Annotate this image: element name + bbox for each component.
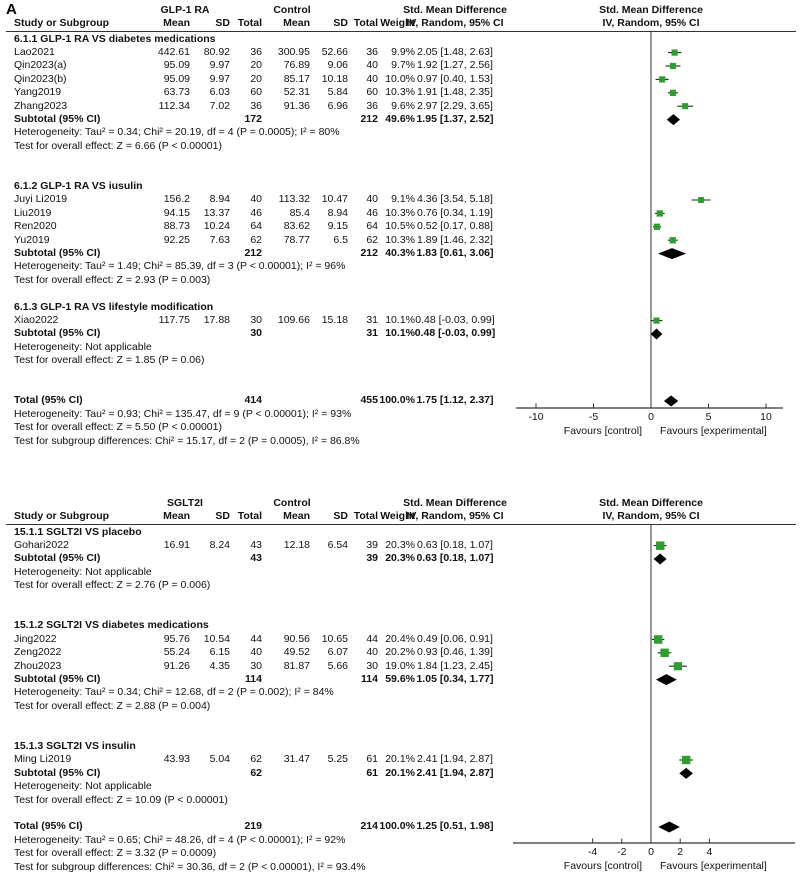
col-n1: 36 (250, 45, 262, 58)
col-n1: 43 (250, 552, 262, 565)
stats-text: Heterogeneity: Tau² = 1.49; Chi² = 85.39, df = 3 (P < 0.00001); I² = 96% (14, 260, 346, 273)
col-sd1: 7.63 (209, 233, 230, 246)
col-n1: 43 (250, 538, 262, 551)
col-n2: Total (353, 510, 378, 523)
favours-control-label: Favours [control] (563, 860, 642, 872)
study-name: Jing2022 (14, 632, 57, 645)
col-mean2: 76.89 (283, 59, 310, 72)
total-row (0, 394, 800, 407)
col-weight: 49.6% (385, 112, 415, 125)
stats-text: Heterogeneity: Not applicable (14, 780, 152, 793)
subtotal-row (0, 113, 800, 126)
subtotal-row (0, 327, 800, 340)
ci-text: 2.05 [1.48, 2.63] (417, 45, 493, 58)
col-weight: 10.3% (385, 206, 415, 219)
col-n2: 46 (366, 206, 378, 219)
section-title: 6.1.1 GLP-1 RA VS diabetes medications (14, 32, 216, 45)
col-n1: 212 (244, 246, 262, 259)
col-mean1: 63.73 (163, 86, 190, 99)
stats-text-row (0, 700, 800, 713)
study-name: Lao2021 (14, 45, 55, 58)
plot-ci-header: IV, Random, 95% CI (602, 510, 700, 523)
study-row (0, 753, 800, 766)
study-name: Zhang2023 (14, 99, 68, 112)
col-weight: 100.0% (379, 820, 415, 833)
col-n2: 40 (366, 59, 378, 72)
ci-text: 1.25 [0.51, 1.98] (416, 820, 494, 833)
study-name: Yu2019 (14, 233, 50, 246)
col-weight: 20.3% (385, 538, 415, 551)
col-sd1: 6.03 (209, 86, 230, 99)
stats-text-row (0, 686, 800, 699)
col-n1: 414 (244, 394, 262, 407)
col-weight: 20.1% (385, 753, 415, 766)
study-row (0, 220, 800, 233)
axis-tick-label: -4 (587, 846, 598, 858)
axis-tick-label: -2 (617, 846, 627, 858)
col-sd1: 4.35 (209, 659, 230, 672)
study-row (0, 207, 800, 220)
stats-text-row (0, 579, 800, 592)
study-row (0, 100, 800, 113)
col-mean1: 43.93 (163, 753, 190, 766)
col-sd2: 6.54 (327, 538, 348, 551)
study-row (0, 314, 800, 327)
effect-header: Std. Mean Difference (403, 4, 507, 16)
section-title: 6.1.2 GLP-1 RA VS iusulin (14, 179, 143, 192)
col-weight: 10.0% (385, 72, 415, 85)
total-label: Total (95% CI) (14, 820, 83, 833)
col-mean1: Mean (163, 510, 190, 523)
subtotal-row (0, 552, 800, 565)
col-n1: 40 (250, 193, 262, 206)
stats-text: Heterogeneity: Tau² = 0.65; Chi² = 48.26, df = 4 (P < 0.00001); I² = 92% (14, 833, 346, 846)
col-n1: 30 (250, 313, 262, 326)
col-sd2: SD (333, 17, 348, 30)
favours-control-label: Favours [control] (563, 425, 642, 437)
study-name: Zhou2023 (14, 659, 62, 672)
col-mean1: 95.09 (163, 72, 190, 85)
stats-text-row (0, 847, 800, 860)
col-n2: 44 (366, 632, 378, 645)
study-name: Liu2019 (14, 206, 52, 219)
col-mean2: 78.77 (283, 233, 310, 246)
ci-text: 0.93 [0.46, 1.39] (417, 646, 493, 659)
col-sd2: 10.47 (321, 193, 348, 206)
col-n2: 62 (366, 233, 378, 246)
ci-text: 1.75 [1.12, 2.37] (416, 394, 494, 407)
col-mean2: Mean (283, 510, 310, 523)
study-row (0, 193, 800, 206)
stats-text-row (0, 260, 800, 273)
axis-tick-label: 0 (648, 846, 654, 858)
col-weight: 19.0% (385, 659, 415, 672)
ci-text: 2.41 [1.94, 2.87] (416, 766, 494, 779)
col-n1: 64 (250, 220, 262, 233)
col-mean2: 90.56 (283, 632, 310, 645)
axis-tick-label: 10 (760, 411, 772, 423)
col-weight: 10.3% (385, 233, 415, 246)
col-n2: 31 (366, 327, 378, 340)
col-sd1: 10.54 (203, 632, 230, 645)
study-name: Ren2020 (14, 220, 57, 233)
col-mean1: 91.26 (163, 659, 190, 672)
ci-text: 0.97 [0.40, 1.53] (417, 72, 493, 85)
stats-text: Heterogeneity: Tau² = 0.93; Chi² = 135.47, df = 9 (P < 0.00001); I² = 93% (14, 407, 352, 420)
section-title: 15.1.2 SGLT2I VS diabetes medications (14, 619, 209, 632)
col-n1: 46 (250, 206, 262, 219)
col-mean1: 117.75 (158, 313, 190, 326)
col-n1: 30 (250, 327, 262, 340)
col-n2: 61 (366, 766, 378, 779)
ci-text: 0.63 [0.18, 1.07] (416, 552, 494, 565)
col-n1: 62 (250, 766, 262, 779)
col-weight: 59.6% (385, 672, 415, 685)
col-n2: 212 (360, 246, 378, 259)
col-mean1: 55.24 (163, 646, 190, 659)
subtotal-label: Subtotal (95% CI) (14, 766, 101, 779)
axis-tick-label: 0 (648, 411, 654, 423)
col-n1: 219 (244, 820, 262, 833)
group-label: SGLT2I (167, 497, 203, 509)
stats-text-row (0, 861, 800, 874)
study-row (0, 86, 800, 99)
study-name: Gohari2022 (14, 538, 69, 551)
col-mean2: 52.31 (283, 86, 310, 99)
col-n2: 31 (366, 313, 378, 326)
ci-text: 1.91 [1.48, 2.35] (417, 86, 493, 99)
col-sd1: 9.97 (209, 59, 230, 72)
col-mean1: 156.2 (163, 193, 190, 206)
ci-text: 4.36 [3.54, 5.18] (417, 193, 493, 206)
plot-effect-header: Std. Mean Difference (599, 4, 703, 16)
col-sd1: SD (215, 510, 230, 523)
plot-effect-header: Std. Mean Difference (599, 497, 703, 509)
col-header-study: Study or Subgroup (14, 510, 110, 523)
control-label: Control (273, 4, 311, 16)
study-name: Zeng2022 (14, 646, 62, 659)
section-title: 15.1.1 SGLT2I VS placebo (14, 525, 142, 538)
stats-text-row (0, 126, 800, 139)
stats-text-row (0, 354, 800, 367)
stats-text-row (0, 566, 800, 579)
col-n2: Total (353, 17, 378, 30)
col-n1: Total (237, 17, 262, 30)
stats-text: Test for subgroup differences: Chi² = 15.17, df = 2 (P = 0.0005), I² = 86.8% (14, 434, 360, 447)
panel-2-header-groups (0, 497, 800, 510)
stats-text-row (0, 408, 800, 421)
ci-text: IV, Random, 95% CI (406, 510, 504, 523)
col-n2: 36 (366, 99, 378, 112)
subtotal-label: Subtotal (95% CI) (14, 112, 101, 125)
ci-text: 1.83 [0.61, 3.06] (416, 246, 494, 259)
stats-text-row (0, 435, 800, 448)
study-name: Xiao2022 (14, 313, 59, 326)
subtotal-label: Subtotal (95% CI) (14, 552, 101, 565)
subtotal-row (0, 673, 800, 686)
axis-tick-label: 5 (705, 411, 712, 423)
col-mean1: 94.15 (163, 206, 190, 219)
col-n1: 62 (250, 233, 262, 246)
study-row (0, 539, 800, 552)
stats-text-row (0, 794, 800, 807)
study-row (0, 73, 800, 86)
col-mean1: 88.73 (163, 220, 190, 233)
col-n1: 36 (250, 99, 262, 112)
ci-text: 1.84 [1.23, 2.45] (417, 659, 493, 672)
col-n2: 40 (366, 193, 378, 206)
study-name: Qin2023(a) (14, 59, 67, 72)
col-mean2: 91.36 (283, 99, 310, 112)
section-heading (0, 33, 800, 46)
col-mean2: 85.17 (283, 72, 310, 85)
col-n1: 20 (250, 59, 262, 72)
col-mean2: 83.62 (283, 220, 310, 233)
ci-text: IV, Random, 95% CI (406, 17, 504, 30)
col-n2: 114 (361, 672, 378, 685)
stats-text: Test for overall effect: Z = 2.93 (P = 0.003) (14, 273, 211, 286)
col-n1: 40 (250, 646, 262, 659)
col-weight: Weight (380, 510, 415, 523)
col-n1: 44 (250, 632, 262, 645)
section-heading (0, 301, 800, 314)
section-heading (0, 619, 800, 632)
col-n2: 40 (366, 646, 378, 659)
col-n1: Total (237, 510, 262, 523)
col-mean1: 95.09 (163, 59, 190, 72)
col-mean2: 300.95 (277, 45, 310, 58)
col-weight: 100.0% (379, 394, 415, 407)
ci-text: 1.89 [1.46, 2.32] (417, 233, 493, 246)
col-n1: 172 (244, 112, 262, 125)
col-sd1: 10.24 (203, 220, 230, 233)
col-mean2: Mean (283, 17, 310, 30)
subtotal-label: Subtotal (95% CI) (14, 327, 101, 340)
study-name: Yang2019 (14, 86, 62, 99)
col-weight: 10.5% (385, 220, 415, 233)
col-mean1: 442.61 (157, 45, 190, 58)
stats-text: Test for subgroup differences: Chi² = 30.36, df = 2 (P < 0.00001), I² = 93.4% (14, 860, 366, 873)
col-n2: 60 (366, 86, 378, 99)
study-name: Ming Li2019 (14, 753, 72, 766)
study-row (0, 46, 800, 59)
col-weight: 10.1% (385, 327, 415, 340)
col-sd1: 9.97 (209, 72, 230, 85)
col-sd2: 6.5 (333, 233, 348, 246)
stats-text: Test for overall effect: Z = 5.50 (P < 0.00001) (14, 421, 222, 434)
study-name: Qin2023(b) (14, 72, 67, 85)
ci-text: 2.97 [2.29, 3.65] (417, 99, 493, 112)
stats-text: Test for overall effect: Z = 2.88 (P = 0.004) (14, 699, 211, 712)
col-weight: 9.9% (391, 45, 415, 58)
control-label: Control (273, 497, 311, 509)
col-sd1: 5.04 (209, 753, 230, 766)
stats-text: Heterogeneity: Not applicable (14, 565, 152, 578)
col-sd2: 5.84 (327, 86, 348, 99)
col-sd2: 8.94 (327, 206, 348, 219)
subtotal-label: Subtotal (95% CI) (14, 672, 101, 685)
section-heading (0, 740, 800, 753)
col-mean2: 31.47 (283, 753, 310, 766)
col-mean1: 92.25 (163, 233, 190, 246)
col-weight: 20.1% (385, 766, 415, 779)
figure-label: A (6, 1, 17, 18)
col-n2: 39 (366, 552, 378, 565)
col-n2: 36 (366, 45, 378, 58)
col-weight: 20.4% (385, 632, 415, 645)
study-row (0, 633, 800, 646)
col-mean2: 81.87 (283, 659, 310, 672)
stats-text: Test for overall effect: Z = 6.66 (P < 0.00001) (14, 139, 222, 152)
col-weight: 9.7% (391, 59, 415, 72)
stats-text: Heterogeneity: Tau² = 0.34; Chi² = 12.68, df = 2 (P = 0.002); I² = 84% (14, 686, 334, 699)
col-sd2: 15.18 (321, 313, 348, 326)
ci-text: 2.41 [1.94, 2.87] (417, 753, 493, 766)
col-mean2: 109.66 (277, 313, 310, 326)
col-n1: 60 (250, 86, 262, 99)
col-mean1: 112.34 (158, 99, 190, 112)
col-sd1: 7.02 (209, 99, 230, 112)
col-weight: 20.2% (385, 646, 415, 659)
group-label: GLP-1 RA (160, 4, 210, 16)
study-row (0, 660, 800, 673)
col-sd2: 9.15 (327, 220, 348, 233)
col-n1: 114 (245, 672, 262, 685)
col-sd1: 8.24 (209, 538, 230, 551)
section-title: 15.1.3 SGLT2I VS insulin (14, 739, 136, 752)
study-row (0, 646, 800, 659)
stats-text-row (0, 780, 800, 793)
axis-tick-label: 4 (706, 846, 713, 858)
effect-header: Std. Mean Difference (403, 497, 507, 509)
col-sd1: 13.37 (203, 206, 230, 219)
subtotal-row (0, 767, 800, 780)
stats-text: Heterogeneity: Not applicable (14, 340, 152, 353)
stats-text: Test for overall effect: Z = 1.85 (P = 0.06) (14, 354, 205, 367)
col-weight: Weight (380, 17, 415, 30)
study-name: Juyi Li2019 (14, 193, 68, 206)
stats-text-row (0, 140, 800, 153)
stats-text-row (0, 834, 800, 847)
ci-text: 1.92 [1.27, 2.56] (417, 59, 493, 72)
col-sd2: 10.18 (321, 72, 348, 85)
axis-tick-label: -10 (528, 411, 544, 423)
col-header-study: Study or Subgroup (14, 17, 110, 30)
col-n2: 40 (366, 72, 378, 85)
total-label: Total (95% CI) (14, 394, 83, 407)
col-sd2: 10.65 (321, 632, 348, 645)
col-weight: 10.1% (385, 313, 415, 326)
axis-tick-label: 2 (677, 846, 684, 858)
col-sd1: 17.88 (203, 313, 230, 326)
ci-text: 1.05 [0.34, 1.77] (416, 672, 494, 685)
col-n2: 212 (360, 112, 378, 125)
total-row (0, 820, 800, 833)
subtotal-row (0, 247, 800, 260)
col-n1: 62 (250, 753, 262, 766)
col-mean2: 113.32 (278, 193, 310, 206)
col-mean2: 85.4 (289, 206, 310, 219)
col-sd2: 6.96 (327, 99, 348, 112)
stats-text: Test for overall effect: Z = 2.76 (P = 0.006) (14, 579, 211, 592)
col-n1: 30 (250, 659, 262, 672)
stats-text: Test for overall effect: Z = 10.09 (P < 0.00001) (14, 793, 228, 806)
favours-experimental-label: Favours [experimental] (660, 860, 767, 872)
section-heading (0, 180, 800, 193)
plot-ci-header: IV, Random, 95% CI (602, 17, 700, 30)
ci-text: 0.48 [-0.03, 0.99] (415, 313, 495, 326)
col-mean2: 12.18 (283, 538, 310, 551)
ci-text: 0.76 [0.34, 1.19] (417, 206, 493, 219)
col-sd1: SD (215, 17, 230, 30)
section-heading (0, 526, 800, 539)
col-weight: 10.3% (385, 86, 415, 99)
col-mean1: Mean (163, 17, 190, 30)
subtotal-label: Subtotal (95% CI) (14, 246, 101, 259)
col-weight: 9.1% (391, 193, 415, 206)
col-sd2: 52.66 (321, 45, 348, 58)
col-mean1: 95.76 (163, 632, 190, 645)
stats-text: Test for overall effect: Z = 3.32 (P = 0.0009) (14, 847, 217, 860)
col-sd2: 5.25 (327, 753, 348, 766)
col-n2: 39 (366, 538, 378, 551)
col-weight: 9.6% (391, 99, 415, 112)
panel-1-header-columns (0, 17, 800, 30)
study-row (0, 234, 800, 247)
col-n2: 455 (360, 394, 378, 407)
stats-text-row (0, 341, 800, 354)
ci-text: 0.63 [0.18, 1.07] (417, 538, 493, 551)
ci-text: 0.48 [-0.03, 0.99] (414, 327, 496, 340)
col-n2: 30 (366, 659, 378, 672)
col-n2: 61 (366, 753, 378, 766)
stats-text: Heterogeneity: Tau² = 0.34; Chi² = 20.19, df = 4 (P = 0.0005); I² = 80% (14, 126, 340, 139)
col-mean1: 16.91 (163, 538, 190, 551)
col-sd1: 8.94 (209, 193, 230, 206)
col-n2: 214 (360, 820, 378, 833)
col-sd1: 6.15 (209, 646, 230, 659)
col-weight: 20.3% (385, 552, 415, 565)
col-sd2: 5.66 (327, 659, 348, 672)
col-sd2: 6.07 (327, 646, 348, 659)
ci-text: 0.52 [0.17, 0.88] (417, 220, 493, 233)
col-mean2: 49.52 (283, 646, 310, 659)
col-sd2: SD (333, 510, 348, 523)
stats-text-row (0, 421, 800, 434)
study-row (0, 59, 800, 72)
col-n2: 64 (366, 220, 378, 233)
ci-text: 1.95 [1.37, 2.52] (416, 112, 494, 125)
axis-tick-label: -5 (588, 411, 599, 423)
col-sd2: 9.06 (327, 59, 348, 72)
section-title: 6.1.3 GLP-1 RA VS lifestyle modification (14, 300, 214, 313)
stats-text-row (0, 274, 800, 287)
col-sd1: 80.92 (203, 45, 230, 58)
panel-2-header-columns (0, 510, 800, 523)
ci-text: 0.49 [0.06, 0.91] (417, 632, 493, 645)
favours-experimental-label: Favours [experimental] (660, 425, 767, 437)
col-n1: 20 (250, 72, 262, 85)
col-weight: 40.3% (385, 246, 415, 259)
panel-1-header-groups (0, 4, 800, 17)
